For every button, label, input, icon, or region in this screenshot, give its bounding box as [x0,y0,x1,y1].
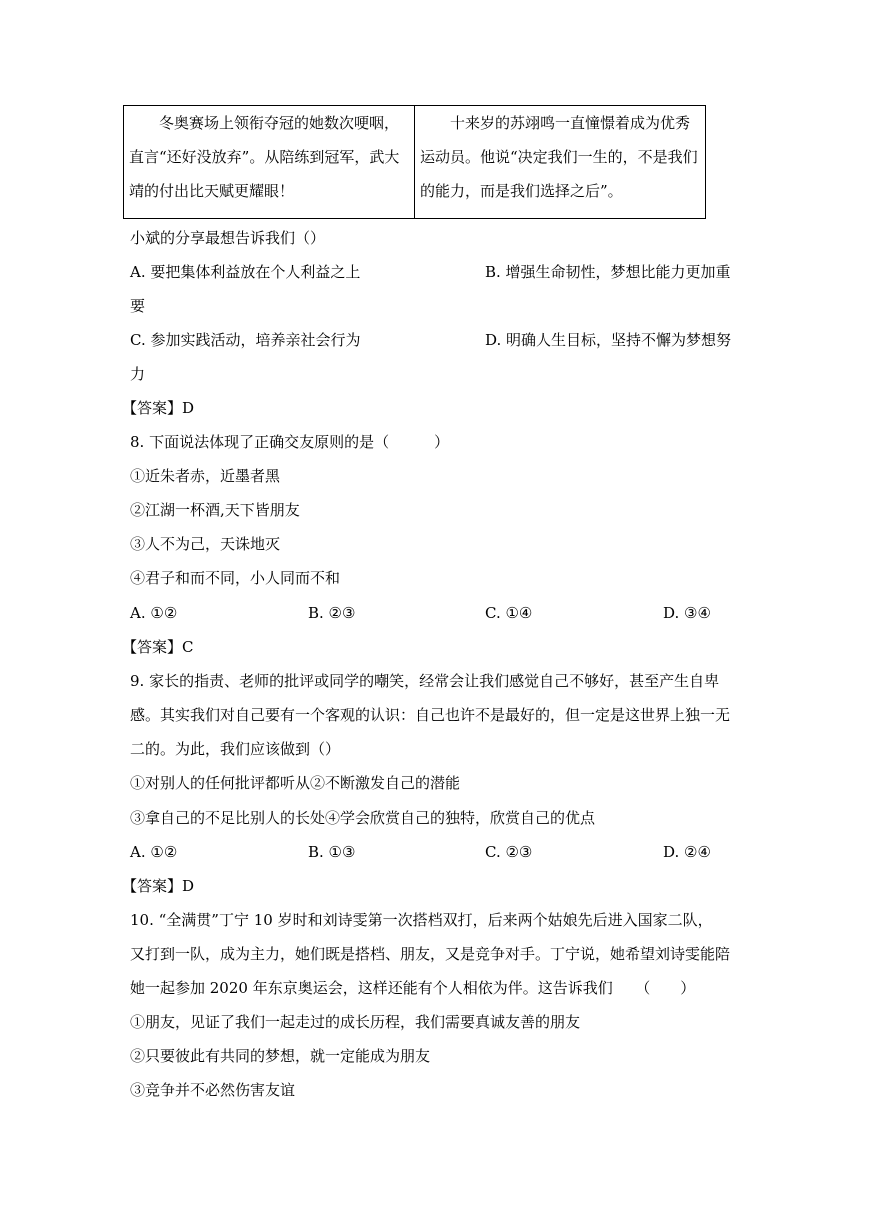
quote-table [123,105,706,219]
q10-stem-line-3: 她一起参加 2020 年东京奥运会，这样还能有个人相依为伴。这告诉我们 （ ） [130,979,696,997]
q8-option-b: B. ②③ [308,604,356,622]
q8-option-c: C. ①④ [485,604,533,622]
q9-item-2: ③拿自己的不足比别人的长处④学会欣赏自己的独特，欣赏自己的优点 [130,809,596,827]
q9-stem-line-2: 感。其实我们对自己要有一个客观的认识：自己也许不是最好的，但一定是这世界上独一无 [130,706,731,724]
q9-item-1: ①对别人的任何批评都听从②不断激发自己的潜能 [130,774,461,792]
quote-cell-left [124,106,415,219]
q7-option-c: C. 参加实践活动，培养亲社会行为 [130,331,361,349]
q7-option-b-cont: 要 [130,297,146,315]
q9-option-b: B. ①③ [308,843,356,861]
q9-answer: 【答案】D [122,877,195,895]
q7-stem: 小斌的分享最想告诉我们（） [130,229,326,247]
q8-option-a: A. ①② [130,604,178,622]
q9-stem-line-1: 9. 家长的指责、老师的批评或同学的嘲笑，经常会让我们感觉自己不够好，甚至产生自卑 [130,672,720,690]
q9-option-d: D. ②④ [663,843,711,861]
q10-item-1: ①朋友，见证了我们一起走过的成长历程，我们需要真诚友善的朋友 [130,1013,581,1031]
quote-cell-right [415,106,706,219]
q7-option-a: A. 要把集体利益放在个人利益之上 [130,263,361,281]
q9-option-c: C. ②③ [485,843,533,861]
q10-stem-line-2: 又打到一队，成为主力，她们既是搭档、朋友，又是竞争对手。丁宁说，她希望刘诗雯能陪 [130,945,731,963]
q9-option-a: A. ①② [130,843,178,861]
q8-item-4: ④君子和而不同，小人同而不和 [130,569,341,587]
q7-option-b: B. 增强生命韧性，梦想比能力更加重 [485,263,731,281]
q9-stem-line-3: 二的。为此，我们应该做到（） [130,740,341,758]
q10-stem-line-1: 10. “全满贯”丁宁 10 岁时和刘诗雯第一次搭档双打，后来两个姑娘先后进入国家二队， [130,911,713,929]
q8-option-d: D. ③④ [663,604,711,622]
q10-item-3: ③竞争并不必然伤害友谊 [130,1081,296,1099]
quote-right-text: 十来岁的苏翊鸣一直憧憬着成为优秀运动员。他说“决定我们一生的，不是我们的能力，而是我们选择之后”。 [420,114,698,200]
quote-left-text: 冬奥赛场上领衔夺冠的她数次哽咽，直言“还好没放弃”。从陪练到冠军，武大靖的付出比天赋更耀眼！ [129,114,400,200]
q8-item-1: ①近朱者赤，近墨者黑 [130,467,281,485]
q8-stem: 8. 下面说法体现了正确交友原则的是（ ） [130,433,450,451]
q7-option-d-cont: 力 [130,365,146,383]
q7-answer: 【答案】D [122,399,195,417]
q7-option-d: D. 明确人生目标，坚持不懈为梦想努 [485,331,732,349]
q10-item-2: ②只要彼此有共同的梦想，就一定能成为朋友 [130,1047,431,1065]
q8-answer: 【答案】C [122,638,194,656]
q8-item-2: ②江湖一杯酒,天下皆朋友 [130,501,300,519]
q8-item-3: ③人不为己，天诛地灭 [130,535,281,553]
